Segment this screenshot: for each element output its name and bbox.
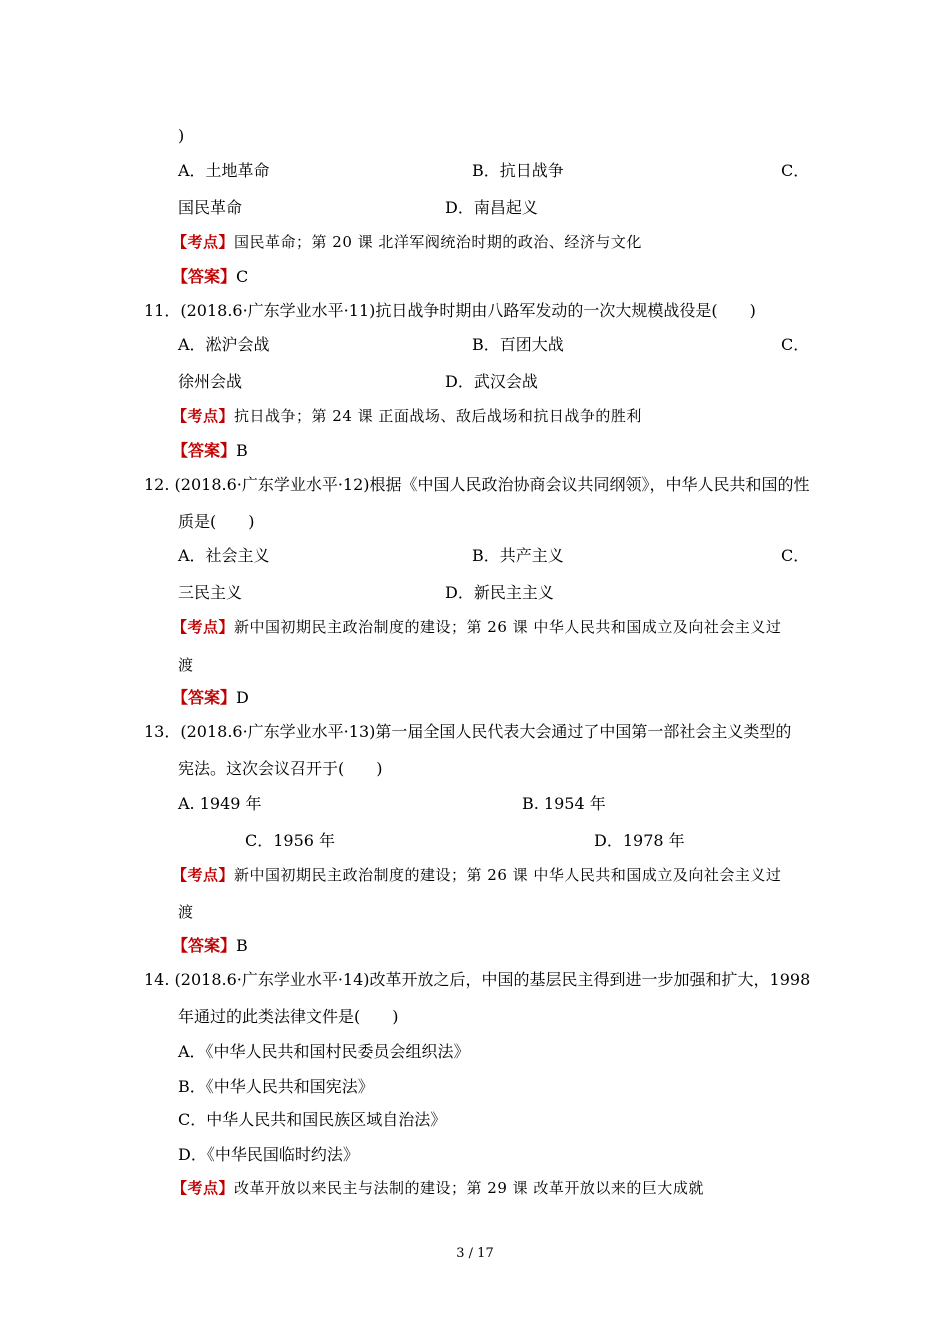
option-b: B. 1954 年 <box>522 794 606 813</box>
option-c: C． <box>781 335 810 354</box>
kaodian-tag: 【考点】 <box>172 407 235 425</box>
kaodian-text: 新中国初期民主政治制度的建设；第 26 课 中华人民共和国成立及向社会主义过 <box>234 866 782 884</box>
question-13-line2: 宪法。这次会议召开于( ) <box>178 759 383 778</box>
option-b: B．共产主义 <box>472 546 564 565</box>
option-d: D．武汉会战 <box>445 372 538 391</box>
option-c-text: 徐州会战 <box>178 372 243 391</box>
kaodian-tag: 【考点】 <box>172 618 235 636</box>
kaodian-tag: 【考点】 <box>172 233 235 251</box>
kaodian-continuation: 渡 <box>178 656 194 674</box>
question-14-line2: 年通过的此类法律文件是( ) <box>178 1007 399 1026</box>
answer-tag: 【答案】 <box>172 267 237 286</box>
option-c: C． <box>781 161 810 180</box>
answer-line <box>172 441 248 461</box>
kaodian-line <box>172 617 781 637</box>
option-c-text: 国民革命 <box>178 198 243 217</box>
question-11: 11．(2018.6·广东学业水平·11)抗日战争时期由八路军发动的一次大规模战役是( ) <box>144 301 756 320</box>
question-12-line2: 质是( ) <box>178 512 255 531</box>
option-a: A．淞沪会战 <box>178 335 270 354</box>
option-d: D．《中华民国临时约法》 <box>178 1145 359 1164</box>
option-a: A．《中华人民共和国村民委员会组织法》 <box>178 1042 470 1061</box>
answer-tag: 【答案】 <box>172 688 237 707</box>
question-12-line1: 12. (2018.6·广东学业水平·12)根据《中国人民政治协商会议共同纲领》，中华人民共和国的性 <box>144 475 810 494</box>
option-b: B．百团大战 <box>472 335 564 354</box>
answer-line <box>172 267 248 287</box>
answer-text: B <box>236 441 248 460</box>
kaodian-text: 新中国初期民主政治制度的建设；第 26 课 中华人民共和国成立及向社会主义过 <box>234 618 782 636</box>
option-a: A．社会主义 <box>178 546 270 565</box>
option-c: C．1956 年 <box>245 831 336 850</box>
question-14-line1: 14. (2018.6·广东学业水平·14)改革开放之后，中国的基层民主得到进一步加强和扩大，1998 <box>144 970 811 989</box>
option-d: D．1978 年 <box>594 831 685 850</box>
option-b: B．《中华人民共和国宪法》 <box>178 1077 374 1096</box>
kaodian-text: 抗日战争；第 24 课 正面战场、敌后战场和抗日战争的胜利 <box>234 407 642 425</box>
kaodian-line <box>172 1178 704 1198</box>
option-d: D．新民主主义 <box>445 583 554 602</box>
question-continuation: ) <box>178 126 185 145</box>
kaodian-line <box>172 232 642 252</box>
answer-tag: 【答案】 <box>172 441 237 460</box>
answer-tag: 【答案】 <box>172 936 237 955</box>
option-b: B．抗日战争 <box>472 161 564 180</box>
option-a: A. 1949 年 <box>178 794 262 813</box>
kaodian-tag: 【考点】 <box>172 866 235 884</box>
answer-text: D <box>236 688 249 707</box>
kaodian-continuation: 渡 <box>178 903 194 921</box>
page-number: 3 / 17 <box>456 1246 494 1261</box>
option-c-text: 三民主义 <box>178 583 243 602</box>
kaodian-tag: 【考点】 <box>172 1179 235 1197</box>
kaodian-line <box>172 865 781 885</box>
option-a: A．土地革命 <box>178 161 270 180</box>
answer-line <box>172 936 248 956</box>
answer-line <box>172 688 249 708</box>
kaodian-line <box>172 406 642 426</box>
answer-text: B <box>236 936 248 955</box>
question-13-line1: 13．(2018.6·广东学业水平·13)第一届全国人民代表大会通过了中国第一部社会主义类型的 <box>144 722 792 741</box>
kaodian-text: 国民革命；第 20 课 北洋军阀统治时期的政治、经济与文化 <box>234 233 642 251</box>
option-c: C．中华人民共和国民族区域自治法》 <box>178 1110 447 1129</box>
option-c: C． <box>781 546 810 565</box>
answer-text: C <box>236 267 249 286</box>
kaodian-text: 改革开放以来民主与法制的建设；第 29 课 改革开放以来的巨大成就 <box>234 1179 704 1197</box>
option-d: D．南昌起义 <box>445 198 538 217</box>
